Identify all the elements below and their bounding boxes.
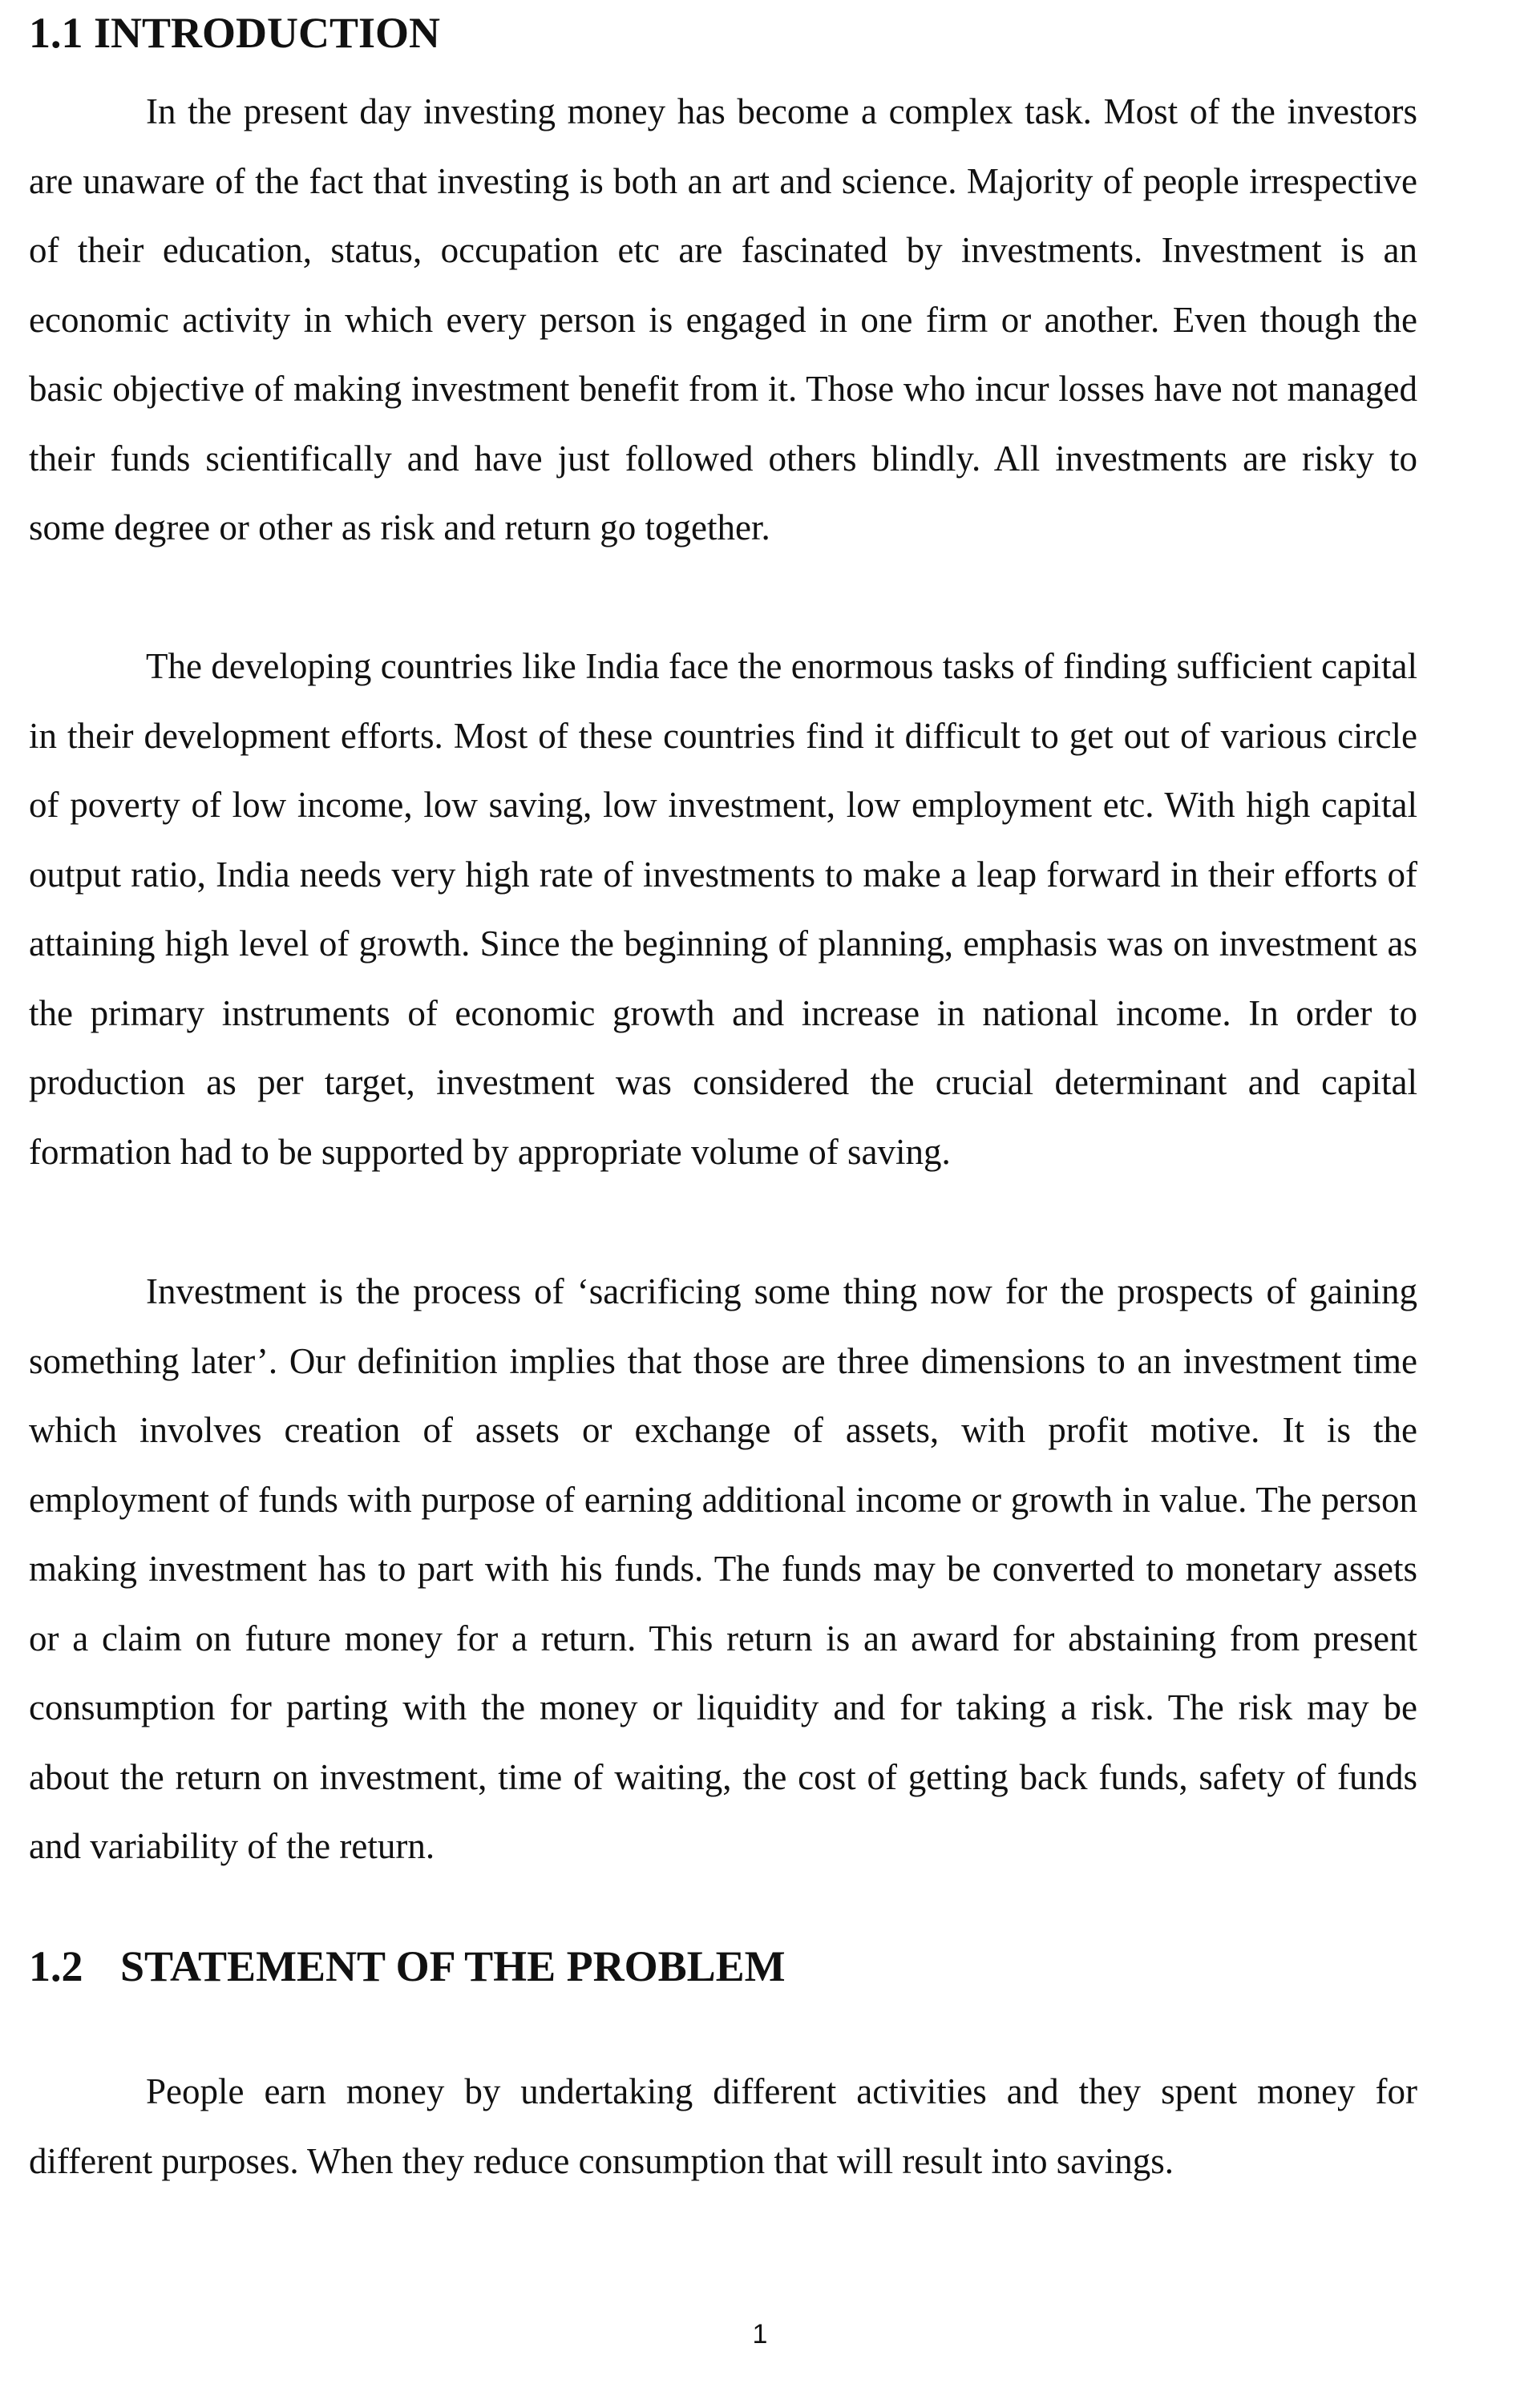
section-heading-statement-of-problem xyxy=(29,1938,786,1994)
section-number: 1.1 xyxy=(29,9,83,57)
section-title: STATEMENT OF THE PROBLEM xyxy=(120,1942,786,1990)
section-heading-introduction xyxy=(29,5,440,61)
section-title: INTRODUCTION xyxy=(94,9,441,57)
page-number: 1 xyxy=(752,2319,768,2349)
body-paragraph: In the present day investing money has become a complex task. Most of the investors are unaware of the fact that investing is both an art and science. Majority of people irrespective of their education, status, occupation etc are fascinated by investments. Investment is an economic activity in which every person is engaged in one firm or another. Even though the basic objective of making investment benefit from it. Those who incur losses have not managed their funds scientifically and have just followed others blindly. All investments are risky to some degree or other as risk and return go together. xyxy=(29,91,1417,547)
body-paragraph: The developing countries like India face the enormous tasks of finding sufficient capital in their development efforts. Most of these countries find it difficult to get out of various circle of poverty of low income, low saving, low investment, low employment etc. With high capital output ratio, India needs very high rate of investments to make a leap forward in their efforts of attaining high level of growth. Since the beginning of planning, emphasis was on investment as the primary instruments of economic growth and increase in national income. In order to production as per target, investment was considered the crucial determinant and capital formation had to be supported by appropriate volume of saving. xyxy=(29,646,1417,1172)
body-paragraph: People earn money by undertaking different activities and they spent money for different purposes. When they reduce consumption that will result into savings. xyxy=(29,2071,1417,2181)
section-number: 1.2 xyxy=(29,1942,83,1990)
body-paragraph: Investment is the process of ‘sacrificing some thing now for the prospects of gaining something later’. Our definition implies that those are three dimensions to an investment time which involves creation of assets or exchange of assets, with profit motive. It is the employment of funds with purpose of earning additional income or growth in value. The person making investment has to part with his funds. The funds may be converted to monetary assets or a claim on future money for a return. This return is an award for abstaining from present consumption for parting with the money or liquidity and for taking a risk. The risk may be about the return on investment, time of waiting, the cost of getting back funds, safety of funds and variability of the return. xyxy=(29,1271,1417,1866)
